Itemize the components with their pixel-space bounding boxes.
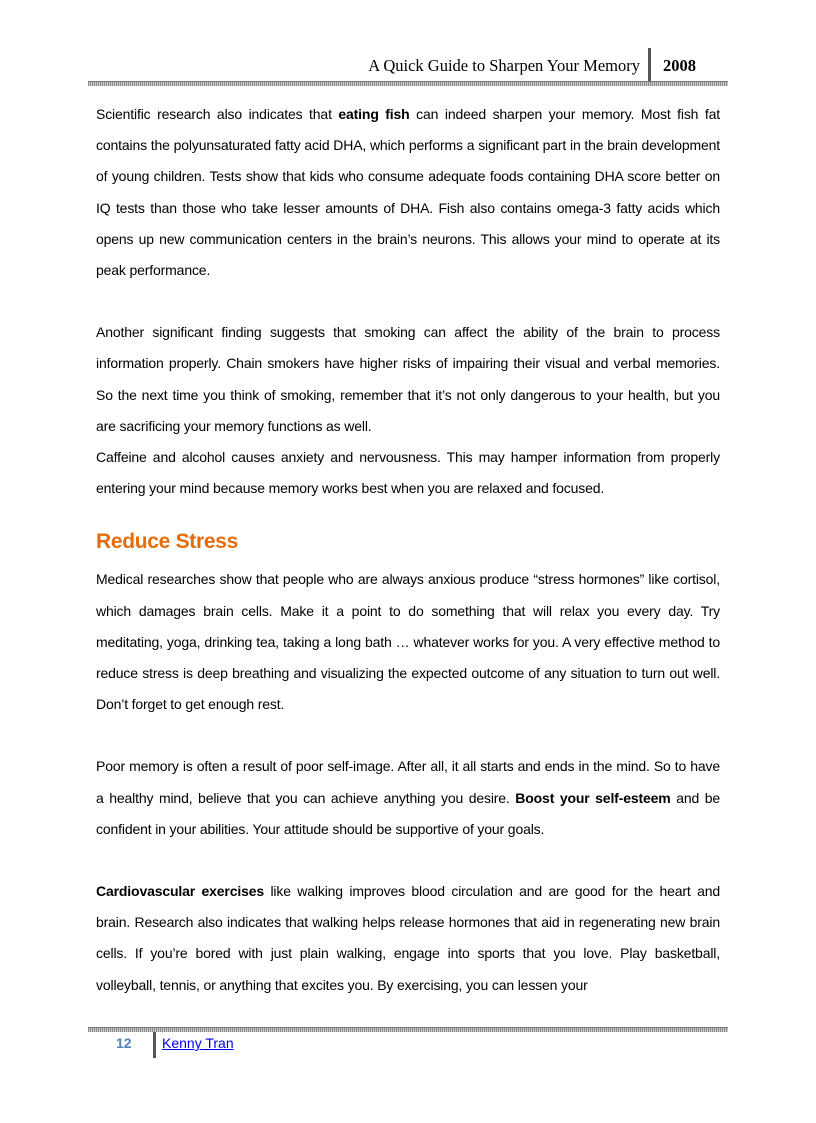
bold-phrase-cardiovascular: Cardiovascular exercises [96,883,264,900]
page-number: 12 [116,1035,132,1051]
document-year: 2008 [663,56,696,75]
paragraph-eating-fish: Scientific research also indicates that eating fish can indeed sharpen your memory. Most fish fat contains the polyunsaturated fatty acid DHA, which performs a significant part in the brain development of young children. Tests show that kids who consume adequate foods containing DHA score better on IQ tests than those who take lesser amounts of DHA. Fish also contains omega-3 fatty acids which opens up new communication centers in the brain’s neurons. This allows your mind to operate at its peak performance. [96,106,721,279]
bold-phrase-eating-fish: eating fish [338,106,410,122]
paragraph-stress-hormones: Medical researches show that people who are always anxious produce “stress hormones” like cortisol, which damages brain cells. Make it a point to do something that will relax you every day. Try meditating, yoga, drinking tea, taking a long bath … whatever works for you. A very effective method to reduce stress is deep breathing and visualizing the expected outcome of any situation to turn out well. Don’t forget to get enough rest. [96,571,720,713]
author-link[interactable]: Kenny Tran [162,1035,234,1051]
paragraph-self-image: Poor memory is often a result of poor self-image. After all, it all starts and ends in the mind. So to have a healthy mind, believe that you can achieve anything you desire. Boost your self-esteem and be confident in your abilities. Your attitude should be supportive of your goals. [96,758,720,837]
footer-separator [153,1032,156,1058]
section-heading-reduce-stress: Reduce Stress [96,530,239,554]
header-rule [88,81,728,86]
page-body [96,99,720,1001]
document-title: A Quick Guide to Sharpen Your Memory [368,56,640,75]
bold-phrase-boost-self-esteem: Boost your self-esteem [515,789,671,806]
page-footer [88,1032,728,1058]
page-header [88,48,728,82]
paragraph-smoking: Another significant finding suggests that smoking can affect the ability of the brain to process information properly. Chain smokers have higher risks of impairing their visual and verbal memories. So the next time you think of smoking, remember that it’s not only dangerous to your health, but you are sacrificing your memory functions as well. [96,324,720,434]
paragraph-cardio: Cardiovascular exercises like walking improves blood circulation and are good for the heart and brain. Research also indicates that walking helps release hormones that aid in regenerating new brain cells. If you’re bored with just plain walking, engage into sports that you love. Play basketball, volleyball, tennis, or anything that excites you. By exercising, you can lessen your [96,883,720,993]
paragraph-caffeine: Caffeine and alcohol causes anxiety and nervousness. This may hamper information from properly entering your mind because memory works best when you are relaxed and focused. [96,449,720,497]
header-separator [648,48,651,81]
